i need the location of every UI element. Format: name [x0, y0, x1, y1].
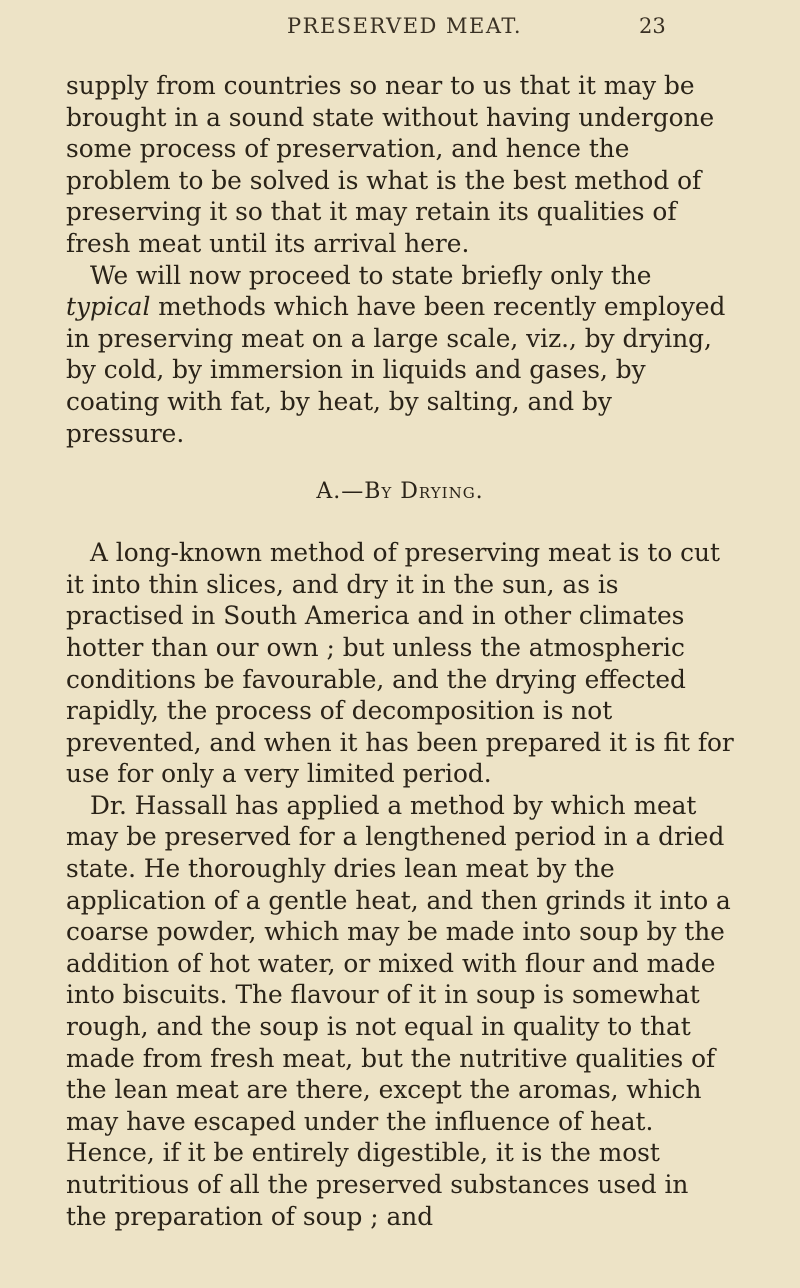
paragraph-2: [66, 260, 734, 450]
page-header: [0, 10, 800, 44]
page-number: 23: [639, 14, 666, 38]
emphasis-typical: typical: [66, 292, 151, 322]
paragraph-1: supply from countries so near to us that it may be brought in a sound state without having undergone some process of preservation, and hence the problem to be solved is what is the best method of preserving it so that it may retain its qualities of fresh meat until its arrival here.: [66, 71, 715, 258]
section-heading: A.—By Drying.: [316, 479, 484, 505]
paragraph-2-end: methods which have been recently employed in preserving meat on a large scale, viz., by drying, by cold, by immersion in liquids and gases, by coating with fat, by heat, by salting, and by pressure.: [66, 292, 726, 448]
running-title: PRESERVED MEAT.: [287, 14, 523, 38]
paragraph-2-start: We will now proceed to state briefly only the: [90, 260, 652, 290]
body-text: [66, 70, 734, 1232]
paragraph-4: Dr. Hassall has applied a method by which meat may be preserved for a lengthened period in a dried state. He thoroughly dries lean meat by the application of a gentle heat, and then grinds it into a coarse powder, which may be made into soup by the addition of hot water, or mixed with flour and made into biscuits. The flavour of it in soup is somewhat rough, and the soup is not equal in quality to that made from fresh meat, but the nutritive qualities of the lean meat are there, except the aromas, which may have escaped under the influence of heat. Hence, if it be entirely digestible, it is the most nutritious of all the preserved substances used in the preparation of soup ; and: [66, 790, 731, 1231]
paragraph-3: A long-known method of preserving meat is to cut it into thin slices, and dry it in the sun, as is practised in South America and in other climates hotter than our own ; but unless the atmospheric conditions be favourable, and the drying effected rapidly, the process of decomposition is not prevented, and when it has been prepared it is fit for use for only a very limited period.: [66, 538, 734, 789]
